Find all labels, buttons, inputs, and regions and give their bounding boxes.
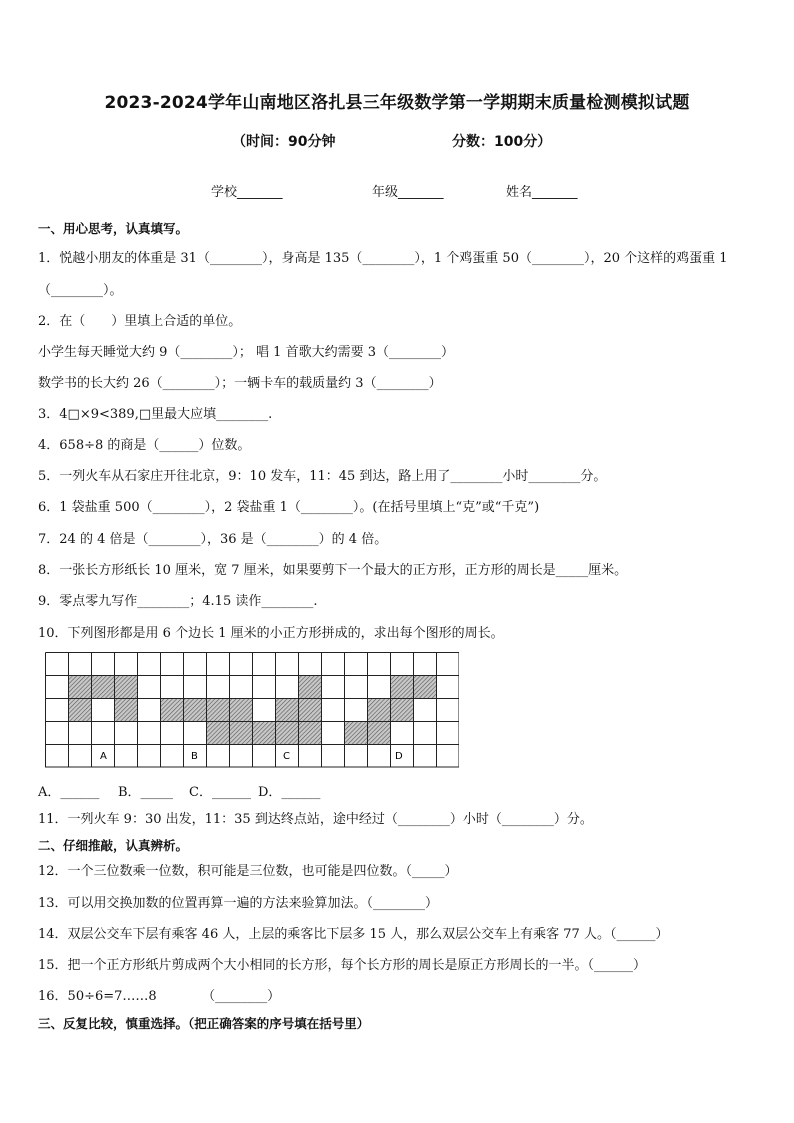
- answer-d: D．______: [258, 785, 321, 800]
- figure-label-d: D: [395, 751, 403, 762]
- question-14: 14．双层公交车下层有乘客 46 人，上层的乘客比下层多 15 人，那么双层公交车上有乘客 77 人。（______）: [38, 927, 669, 942]
- question-10: 10．下列图形都是用 6 个边长 1 厘米的小正方形拼成的，求出每个图形的周长。: [38, 626, 504, 641]
- question-12: 12．一个三位数乘一位数，积可能是三位数，也可能是四位数。（_____）: [38, 864, 458, 879]
- question-15: 15．把一个正方形纸片剪成两个大小相同的长方形，每个长方形的周长是原正方形周长的一半。（______）: [38, 958, 647, 973]
- question-1-line-1: 1．悦越小朋友的体重是 31（________），身高是 135（________），1 个鸡蛋重 50（________），20 个这样的鸡蛋重 1: [38, 251, 728, 266]
- perimeter-figure-grid: [45, 652, 459, 772]
- figure-label-a: A: [100, 751, 107, 762]
- question-2-line-a: 小学生每天睡觉大约 9（________）； 唱 1 首歌大约需要 3（________）: [38, 345, 454, 360]
- question-4: 4．658÷8 的商是（______）位数。: [38, 438, 251, 453]
- question-2-line-b: 数学书的长大约 26（________）；一辆卡车的载质量约 3（________）: [38, 376, 442, 391]
- answer-b: B．_____: [118, 785, 174, 800]
- grade-field: 年级_______: [372, 185, 444, 200]
- figure-label-c: C: [283, 751, 290, 762]
- question-2: 2．在（ ）里填上合适的单位。: [38, 314, 242, 329]
- section-heading-2: 二、仔细推敲，认真辨析。: [38, 838, 189, 853]
- answer-a: A．______: [38, 785, 100, 800]
- question-9: 9．零点零九写作________；4.15 读作________.: [38, 594, 318, 609]
- question-13: 13．可以用交换加数的位置再算一遍的方法来验算加法。（________）: [38, 896, 439, 911]
- figure-label-b: B: [191, 751, 198, 762]
- question-11: 11．一列火车 9：30 出发，11：35 到达终点站，途中经过（________）小时（________）分。: [38, 812, 593, 827]
- question-3: 3．4□×9<389,□里最大应填________.: [38, 407, 273, 422]
- question-16: 16．50÷6=7……8 （________）: [38, 989, 281, 1004]
- question-8: 8．一张长方形纸长 10 厘米，宽 7 厘米，如果要剪下一个最大的正方形，正方形的周长是_____厘米。: [38, 563, 628, 578]
- school-field: 学校_______: [211, 185, 283, 200]
- answer-c: C．______: [189, 785, 251, 800]
- question-1-line-2: （________）。: [38, 283, 123, 298]
- exam-title: 2023-2024学年山南地区洛扎县三年级数学第一学期期末质量检测模拟试题: [104, 93, 690, 113]
- question-7: 7．24 的 4 倍是（________），36 是（________）的 4 倍。: [38, 532, 388, 547]
- exam-time: （时间：90分钟: [232, 134, 336, 150]
- section-heading-1: 一、用心思考，认真填写。: [38, 221, 189, 236]
- exam-score: 分数：100分）: [452, 134, 552, 150]
- question-6: 6．1 袋盐重 500（________），2 袋盐重 1（________）。(在括号里填上“克”或“千克”): [38, 500, 540, 515]
- section-heading-3: 三、反复比较，慎重选择。（把正确答案的序号填在括号里）: [38, 1016, 370, 1031]
- name-field: 姓名_______: [506, 185, 578, 200]
- question-5: 5．一列火车从石家庄开往北京，9：10 发车，11：45 到达，路上用了________小时________分。: [38, 469, 607, 484]
